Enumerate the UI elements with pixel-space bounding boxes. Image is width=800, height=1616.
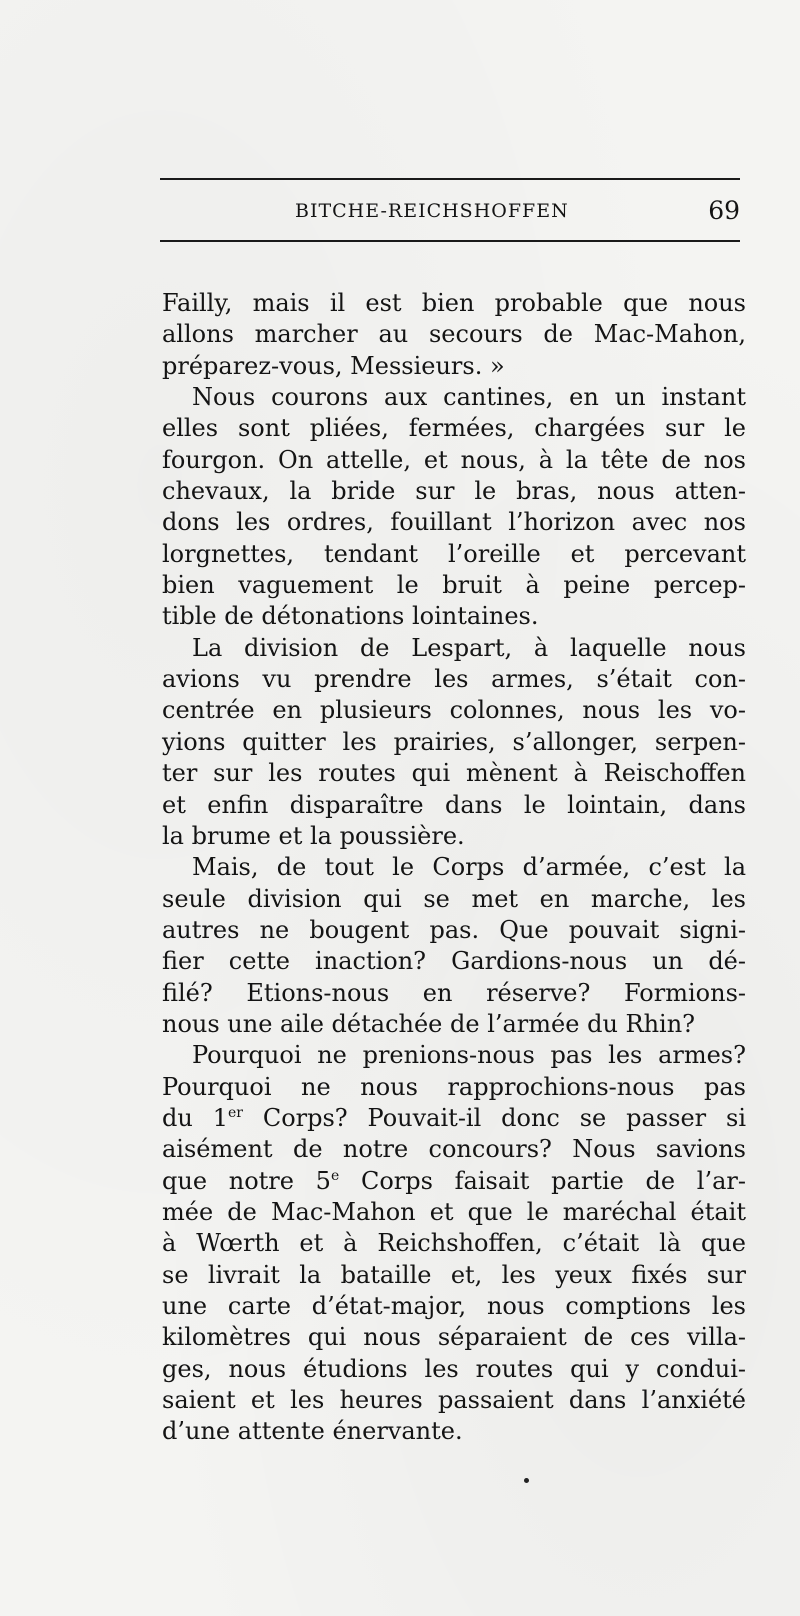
header-rule-bottom bbox=[160, 240, 740, 242]
text-line: préparez-vous, Messieurs. » bbox=[162, 351, 505, 380]
text-line: avions vu prendre les armes, s’était con- bbox=[162, 665, 746, 694]
superscript: er bbox=[227, 1104, 243, 1121]
text-line: filé? Etions-nous en réserve? Formions- bbox=[162, 978, 746, 1007]
text-line: aisément de notre concours? Nous savions bbox=[162, 1135, 746, 1164]
text-segment: Corps? Pouvait-il donc se passer si bbox=[242, 1103, 746, 1132]
text-line: Pourquoi ne prenions-nous pas les armes? bbox=[192, 1041, 746, 1070]
text-line: dons les ordres, fouillant l’horizon avec nos bbox=[162, 508, 746, 537]
body-text bbox=[162, 288, 746, 1448]
text-line bbox=[162, 1103, 746, 1134]
text-line: fourgon. On attelle, et nous, à la tête de nos bbox=[162, 445, 746, 474]
text-line: ter sur les routes qui mènent à Reischoffen bbox=[162, 759, 746, 788]
text-line: yions quitter les prairies, s’allonger, serpen- bbox=[162, 727, 746, 756]
text-line: nous une aile détachée de l’armée du Rhin? bbox=[162, 1009, 696, 1038]
text-line: fier cette inaction? Gardions-nous un dé- bbox=[162, 947, 746, 976]
text-line: Mais, de tout le Corps d’armée, c’est la bbox=[192, 853, 746, 882]
text-line: une carte d’état-major, nous comptions les bbox=[162, 1292, 746, 1320]
text-line: autres ne bougent pas. Que pouvait signi- bbox=[162, 915, 746, 944]
text-line: kilomètres qui nous séparaient de ces villa- bbox=[162, 1323, 746, 1352]
text-line: d’une attente énervante. bbox=[162, 1417, 463, 1446]
text-line: à Wœrth et à Reichshoffen, c’était là que bbox=[162, 1229, 746, 1258]
ink-speck bbox=[524, 1478, 529, 1483]
text-line bbox=[162, 1166, 746, 1197]
page-number: 69 bbox=[708, 196, 740, 225]
text-line: lorgnettes, tendant l’oreille et percevant bbox=[162, 539, 746, 568]
superscript: e bbox=[330, 1167, 340, 1184]
text-line: saient et les heures passaient dans l’anxiété bbox=[162, 1386, 746, 1415]
text-line: tible de détonations lointaines. bbox=[162, 602, 539, 631]
header-rule-top bbox=[160, 178, 740, 180]
text-line: ges, nous étudions les routes qui y condui- bbox=[162, 1354, 746, 1383]
text-line: bien vaguement le bruit à peine percep- bbox=[162, 571, 746, 600]
text-line: se livrait la bataille et, les yeux fixés sur bbox=[162, 1260, 746, 1289]
text-segment: que notre 5 bbox=[162, 1166, 331, 1195]
running-title: BITCHE-REICHSHOFFEN bbox=[295, 200, 569, 222]
text-segment: du 1 bbox=[162, 1103, 228, 1132]
text-line: Nous courons aux cantines, en un instant bbox=[192, 383, 746, 412]
text-line: la brume et la poussière. bbox=[162, 821, 465, 850]
text-line: Failly, mais il est bien probable que nous bbox=[162, 289, 746, 317]
text-line: La division de Lespart, à laquelle nous bbox=[192, 633, 746, 662]
text-line: mée de Mac-Mahon et que le maréchal était bbox=[162, 1197, 746, 1226]
running-head bbox=[160, 198, 740, 226]
text-line: Pourquoi ne nous rapprochions-nous pas bbox=[162, 1072, 746, 1101]
text-line: allons marcher au secours de Mac-Mahon, bbox=[162, 320, 746, 349]
text-line: et enfin disparaître dans le lointain, dans bbox=[162, 790, 746, 819]
text-segment: Corps faisait partie de l’ar- bbox=[339, 1166, 747, 1195]
text-line: seule division qui se met en marche, les bbox=[162, 884, 746, 913]
text-line: centrée en plusieurs colonnes, nous les vo- bbox=[162, 696, 746, 725]
text-line: chevaux, la bride sur le bras, nous atten- bbox=[162, 477, 746, 506]
text-line: elles sont pliées, fermées, chargées sur le bbox=[162, 414, 746, 443]
